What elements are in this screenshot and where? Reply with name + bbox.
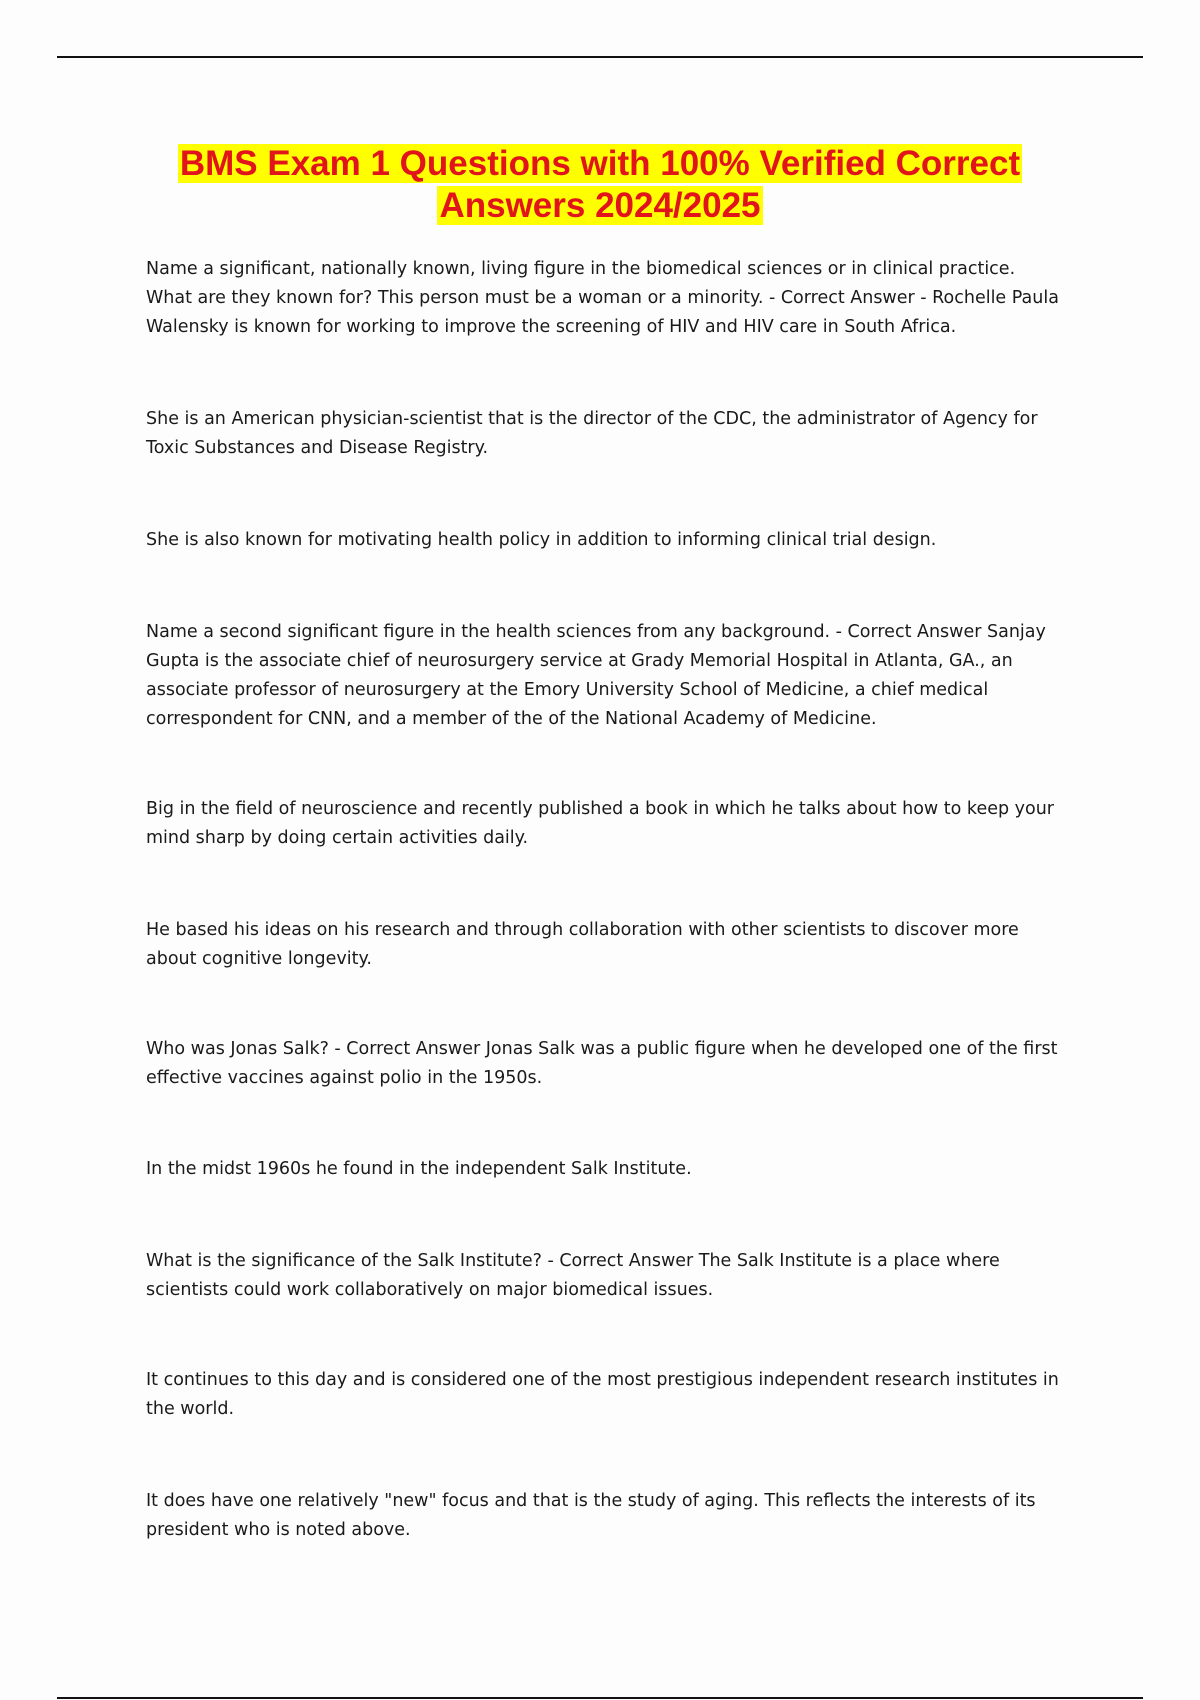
title-line-1: BMS Exam 1 Questions with 100% Verified Correct [179, 144, 1021, 183]
paragraph-7: Who was Jonas Salk? - Correct Answer Jonas Salk was a public figure when he developed one of the first effective vaccines against polio in the 1950s. [146, 1039, 1058, 1088]
paragraph-4: Name a second significant figure in the health sciences from any background. - Correct Answer Sanjay Gupta is the associate chief of neurosurgery service at Grady Memorial Hospital in Atlanta, GA., an associate professor of neurosurgery at the Emory University School of Medicine, a chief medical correspondent for CNN, and a member of the of the National Academy of Medicine. [146, 622, 1046, 729]
top-rule [57, 56, 1143, 58]
paragraph-5: Big in the field of neuroscience and recently published a book in which he talks about how to keep your mind sharp by doing certain activities daily. [146, 799, 1055, 848]
paragraph-2: She is an American physician-scientist that is the director of the CDC, the administrator of Agency for Toxic Substances and Disease Registry. [146, 409, 1038, 458]
paragraph-3: She is also known for motivating health policy in addition to informing clinical trial design. [146, 530, 937, 550]
paragraph-8: In the midst 1960s he found in the independent Salk Institute. [146, 1159, 692, 1179]
paragraph-1: Name a significant, nationally known, living figure in the biomedical sciences or in clinical practice. What are they known for? This person must be a woman or a minority. - Correct Answer - Rochelle Paula Walensky is known for working to improve the screening of HIV and HIV care in South Africa. [146, 259, 1059, 337]
page-title [120, 143, 1080, 227]
paragraph-9: What is the significance of the Salk Institute? - Correct Answer The Salk Institute is a place where scientists could work collaboratively on major biomedical issues. [146, 1251, 1000, 1300]
paragraph-6: He based his ideas on his research and through collaboration with other scientists to discover more about cognitive longevity. [146, 920, 1019, 969]
paragraph-10: It continues to this day and is considered one of the most prestigious independent research institutes in the world. [146, 1370, 1059, 1419]
title-line-2: Answers 2024/2025 [439, 186, 761, 225]
bottom-rule [57, 1697, 1143, 1699]
paragraph-11: It does have one relatively "new" focus and that is the study of aging. This reflects the interests of its president who is noted above. [146, 1491, 1036, 1540]
